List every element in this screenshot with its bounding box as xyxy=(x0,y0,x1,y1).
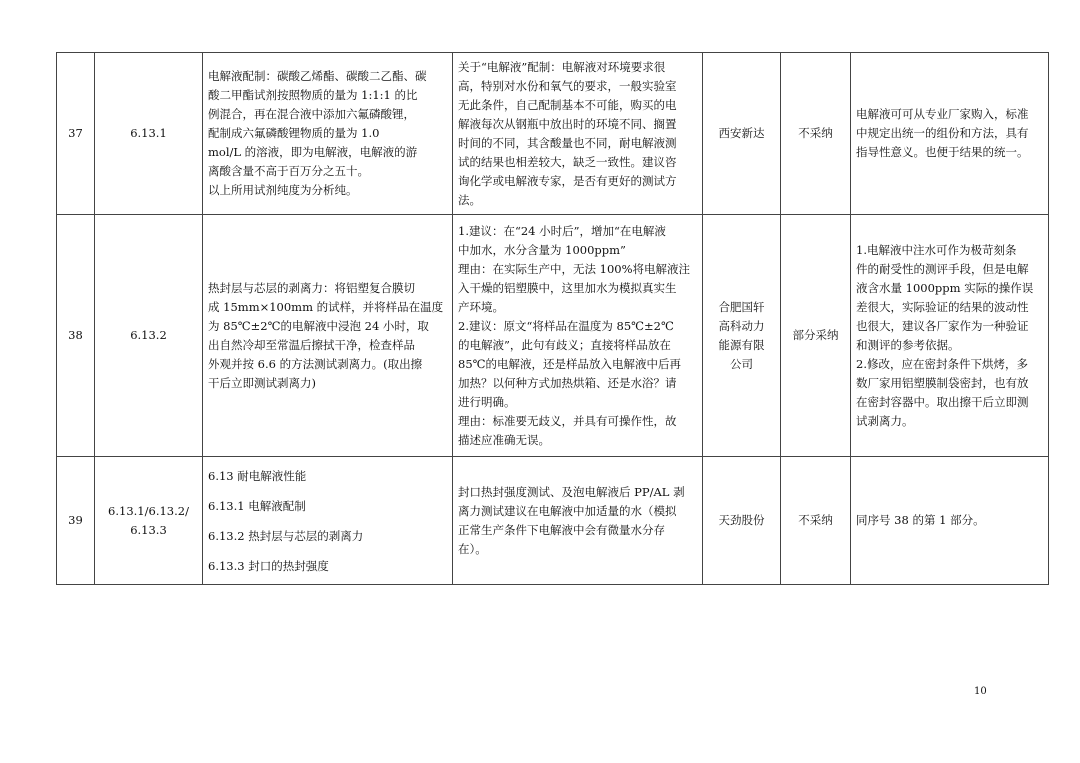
opinion-cell xyxy=(453,53,703,215)
reason-line: 指导性意义。也便于结果的统一。 xyxy=(856,145,1029,159)
content-line: 配制成六氟磷酸锂物质的量为 1.0 xyxy=(208,126,380,140)
comments-table xyxy=(56,52,1049,585)
opinion-line: 85℃的电解液，还是样品放入电解液中后再 xyxy=(458,356,681,371)
table-row xyxy=(57,215,1049,457)
opinion-line: 1.建议：在“24 小时后”，增加“在电解液 xyxy=(458,223,666,238)
reason-line: 电解液可可从专业厂家购入，标准 xyxy=(856,107,1029,121)
content-line: 成 15mm×100mm 的试样，并将样品在温度 xyxy=(208,299,444,314)
handling-result: 部分采纳 xyxy=(781,215,851,457)
unit-line: 公司 xyxy=(730,356,753,371)
reason-line: 和测评的参考依据。 xyxy=(856,337,960,352)
content-line: 酸二甲酯试剂按照物质的量为 1:1:1 的比 xyxy=(208,88,418,102)
section-heading: 6.13.3 封口的热封强度 xyxy=(208,558,329,573)
opinion-line: 解液每次从钢瓶中放出时的环境不同、搁置 xyxy=(458,116,677,131)
row-number: 39 xyxy=(57,457,95,585)
opinion-cell xyxy=(453,215,703,457)
clause-number xyxy=(95,457,203,585)
content-line: 外观并按 6.6 的方法测试剥离力。(取出擦 xyxy=(208,356,423,371)
reason-line: 试剥离力。 xyxy=(856,413,914,428)
reason-line: 差很大，实际验证的结果的波动性 xyxy=(856,299,1029,314)
row-number: 37 xyxy=(57,53,95,215)
clause-line: 6.13.1/6.13.2/ xyxy=(108,503,189,518)
clause-number: 6.13.2 xyxy=(95,215,203,457)
table-row xyxy=(57,457,1049,585)
opinion-line: 在）。 xyxy=(458,541,487,556)
handling-result: 不采纳 xyxy=(781,53,851,215)
content-line: mol/L 的溶液，即为电解液，电解液的游 xyxy=(208,145,418,159)
content-line: 热封层与芯层的剥离力：将铝塑复合膜切 xyxy=(208,280,415,295)
content-line: 以上所用试剂纯度为分析纯。 xyxy=(208,183,358,197)
content-line: 为 85℃±2℃的电解液中浸泡 24 小时，取 xyxy=(208,318,429,333)
table-row xyxy=(57,53,1049,215)
reason-cell xyxy=(851,215,1049,457)
opinion-line: 时间的不同，其含酸量也不同，耐电解液测 xyxy=(458,135,677,150)
handling-result: 不采纳 xyxy=(781,457,851,585)
reason-line: 数厂家用铝塑膜制袋密封，也有放 xyxy=(856,375,1029,390)
opinion-line: 封口热封强度测试、及泡电解液后 PP/AL 剥 xyxy=(458,484,685,499)
opinion-line: 试的结果也相差较大，缺乏一致性。建议咨 xyxy=(458,154,677,169)
reason-line: 1.电解液中注水可作为极苛刻条 xyxy=(856,242,1017,257)
unit-line: 西安新达 xyxy=(718,126,765,140)
opinion-line: 2.建议：原文“将样品在温度为 85℃±2℃ xyxy=(458,318,674,333)
opinion-line: 法。 xyxy=(458,192,481,207)
submitting-unit xyxy=(703,215,781,457)
content-line: 电解液配制：碳酸乙烯酯、碳酸二乙酯、碳 xyxy=(208,69,427,83)
opinion-line: 加热？以何种方式加热烘箱、还是水浴？请 xyxy=(458,375,677,390)
reason-line: 中规定出统一的组份和方法，具有 xyxy=(856,126,1029,140)
opinion-line: 询化学或电解液专家，是否有更好的测试方 xyxy=(458,173,677,188)
content-line: 出自然冷却至常温后擦拭干净，检查样品 xyxy=(208,337,415,352)
unit-line: 天劲股份 xyxy=(718,513,765,527)
opinion-line: 产环境。 xyxy=(458,299,504,314)
opinion-line: 的电解液”，此句有歧义；直接将样品放在 xyxy=(458,337,671,352)
clause-content xyxy=(203,457,453,585)
row-number: 38 xyxy=(57,215,95,457)
reason-line: 在密封容器中。取出擦干后立即测 xyxy=(856,394,1029,409)
page-number: 10 xyxy=(974,686,987,697)
content-line: 离酸含量不高于百万分之五十。 xyxy=(208,164,369,178)
opinion-line: 中加水，水分含量为 1000ppm” xyxy=(458,242,626,257)
reason-line: 件的耐受性的测评手段，但是电解 xyxy=(856,261,1029,276)
section-heading: 6.13.2 热封层与芯层的剥离力 xyxy=(208,528,364,543)
reason-line: 2.修改，应在密封条件下烘烤，多 xyxy=(856,356,1028,371)
opinion-line: 高，特别对水份和氧气的要求，一般实验室 xyxy=(458,78,677,93)
unit-line: 高科动力 xyxy=(718,318,765,333)
opinion-line: 离力测试建议在电解液中加适量的水（模拟 xyxy=(458,503,677,518)
section-heading: 6.13 耐电解液性能 xyxy=(208,468,307,483)
opinion-line: 理由：标准要无歧义，并具有可操作性，故 xyxy=(458,413,677,428)
content-line: 例混合，再在混合液中添加六氟磷酸锂， xyxy=(208,107,415,121)
reason-line: 液含水量 1000ppm 实际的操作误 xyxy=(856,280,1034,295)
reason-cell xyxy=(851,457,1049,585)
submitting-unit xyxy=(703,457,781,585)
clause-number: 6.13.1 xyxy=(95,53,203,215)
opinion-line: 关于“电解液”配制：电解液对环境要求很 xyxy=(458,59,666,74)
opinion-cell xyxy=(453,457,703,585)
clause-content xyxy=(203,215,453,457)
content-line: 干后立即测试剥离力) xyxy=(208,375,316,390)
opinion-line: 进行明确。 xyxy=(458,394,516,409)
unit-line: 合肥国轩 xyxy=(718,299,765,314)
opinion-line: 描述应准确无误。 xyxy=(458,432,550,447)
opinion-line: 入干燥的铝塑膜中，这里加水为模拟真实生 xyxy=(458,280,677,295)
opinion-line: 正常生产条件下电解液中会有微量水分存 xyxy=(458,522,665,537)
clause-content xyxy=(203,53,453,215)
reason-line: 同序号 38 的第 1 部分。 xyxy=(856,513,985,527)
reason-cell xyxy=(851,53,1049,215)
unit-line: 能源有限 xyxy=(718,337,765,352)
submitting-unit xyxy=(703,53,781,215)
opinion-line: 无此条件，自己配制基本不可能，购买的电 xyxy=(458,97,677,112)
clause-line: 6.13.3 xyxy=(130,522,167,537)
opinion-line: 理由：在实际生产中，无法 100%将电解液注 xyxy=(458,261,691,276)
reason-line: 也很大，建议各厂家作为一种验证 xyxy=(856,318,1029,333)
section-heading: 6.13.1 电解液配制 xyxy=(208,498,306,513)
